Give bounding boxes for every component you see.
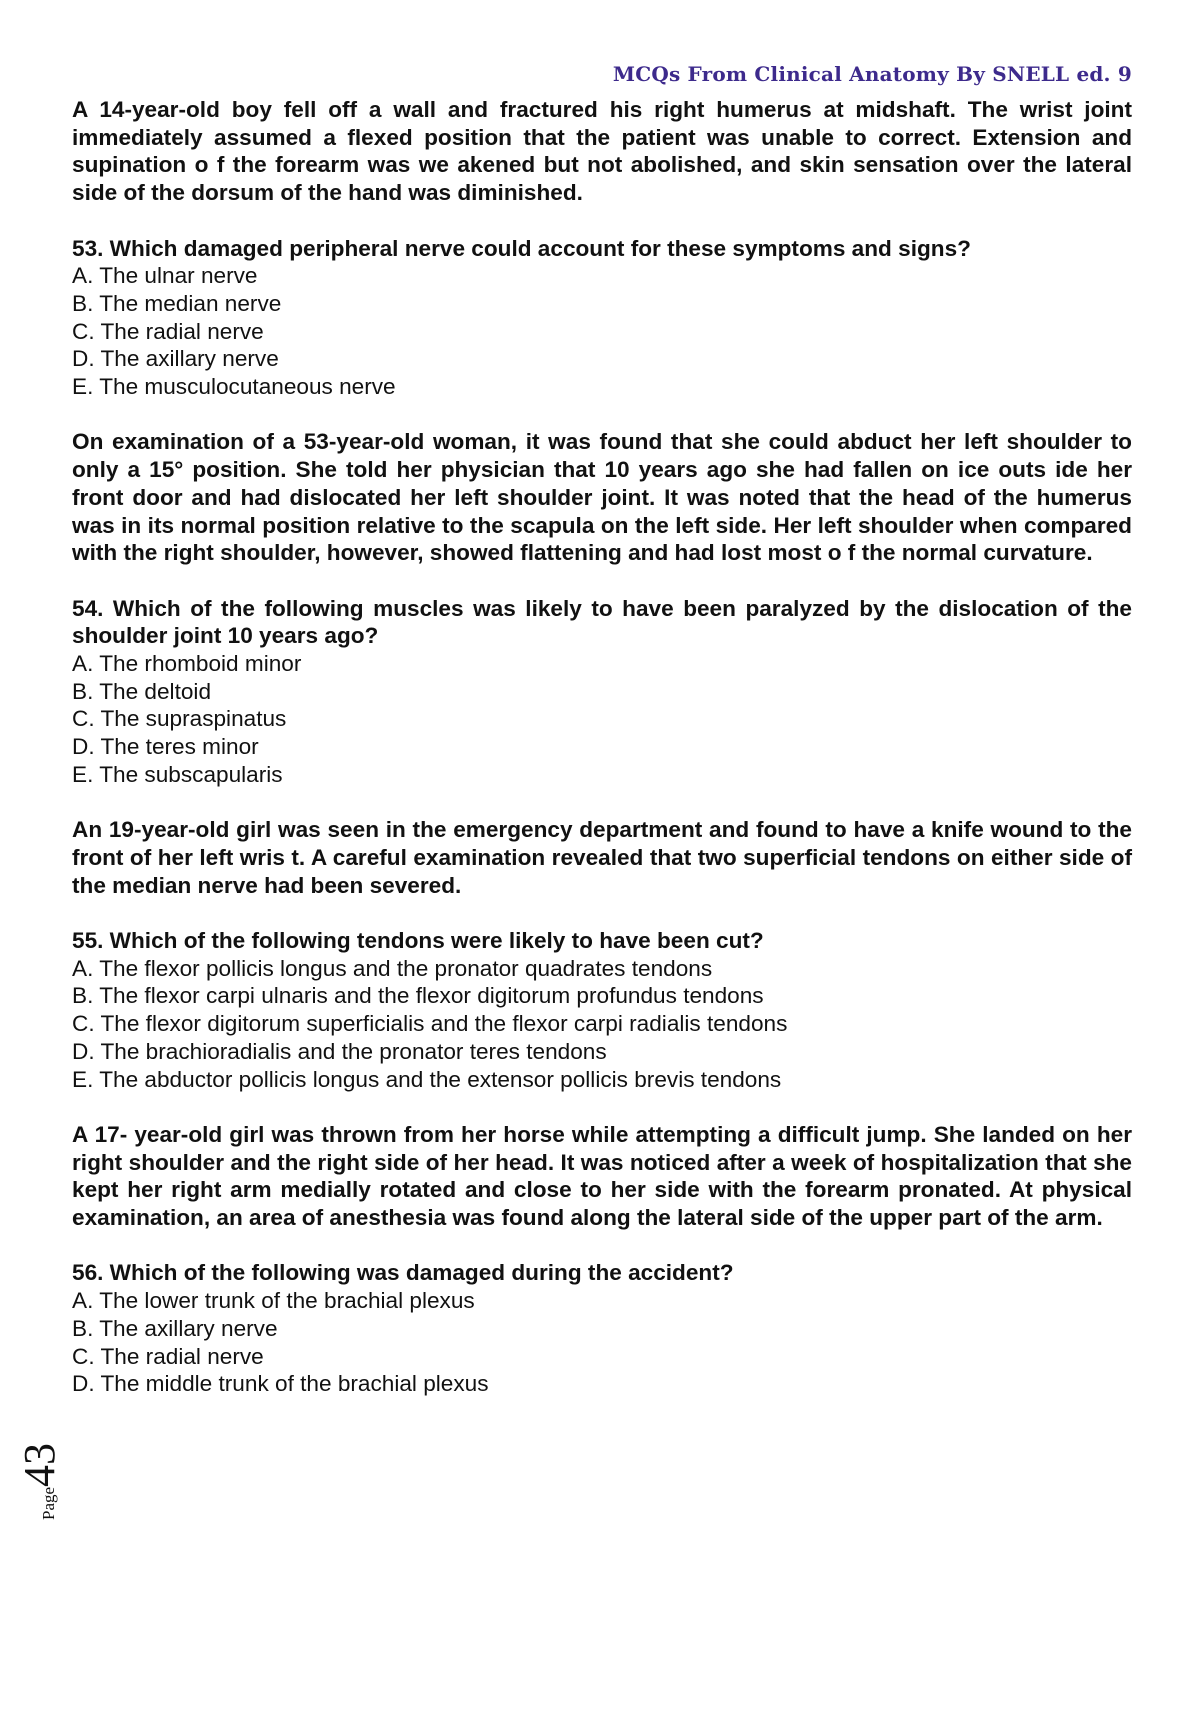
answer-option: E. The subscapularis xyxy=(72,761,283,787)
question xyxy=(72,927,1132,1093)
answer-option: C. The radial nerve xyxy=(72,318,264,344)
answer-option: A. The ulnar nerve xyxy=(72,263,258,289)
page-content xyxy=(72,96,1132,1426)
question-block xyxy=(72,1121,1132,1398)
clinical-scenario: A 14-year-old boy fell off a wall and fractured his right humerus at midshaft. The wrist joint immediately assumed a flexed position that the patient was unable to correct. Extension and supination o f the forearm was we akened but not abolished, and skin sensation over the lateral side of the dorsum of the hand was diminished. xyxy=(72,97,1132,206)
answer-option: B. The median nerve xyxy=(72,290,282,316)
answer-option: B. The axillary nerve xyxy=(72,1315,278,1341)
answer-option: B. The deltoid xyxy=(72,678,212,704)
question xyxy=(72,235,1132,401)
page-number-label xyxy=(14,1442,84,1520)
answer-option: E. The abductor pollicis longus and the extensor pollicis brevis tendons xyxy=(72,1066,782,1092)
answer-option: E. The musculocutaneous nerve xyxy=(72,374,396,400)
answer-option: D. The brachioradialis and the pronator teres tendons xyxy=(72,1038,607,1064)
question xyxy=(72,1259,1132,1398)
answer-option: A. The lower trunk of the brachial plexus xyxy=(72,1288,475,1314)
answer-option: C. The supraspinatus xyxy=(72,706,287,732)
clinical-scenario: A 17- year-old girl was thrown from her horse while attempting a difficult jump. She landed on her right shoulder and the right side of her head. It was noticed after a week of hospitalization that she kept her right arm medially rotated and close to her side with the forearm pronated. At physical examination, an area of anesthesia was found along the lateral side of the upper part of the arm. xyxy=(72,1121,1132,1231)
answer-option: D. The axillary nerve xyxy=(72,346,279,372)
answer-option: D. The middle trunk of the brachial plexus xyxy=(72,1371,489,1397)
answer-option: A. The rhomboid minor xyxy=(72,651,302,677)
answer-option: C. The radial nerve xyxy=(72,1343,264,1369)
answer-option: D. The teres minor xyxy=(72,734,259,760)
question-stem: 53. Which damaged peripheral nerve could account for these symptoms and signs? xyxy=(72,235,971,261)
question-block xyxy=(72,428,1132,788)
question-stem: 55. Which of the following tendons were likely to have been cut? xyxy=(72,928,764,954)
answer-option: B. The flexor carpi ulnaris and the flexor digitorum profundus tendons xyxy=(72,983,764,1009)
clinical-scenario: On examination of a 53-year-old woman, it was found that she could abduct her left shoulder to only a 15° position. She told her physician that 10 years ago she had fallen on ice outs ide her front door and had dislocated her left shoulder joint. It was noted that the head of the humerus was in its normal position relative to the scapula on the left side. Her left shoulder when compared with the right shoulder, however, showed flattening and had lost most o f the normal curvature. xyxy=(72,429,1132,566)
question xyxy=(72,595,1132,789)
question-block xyxy=(72,96,1132,401)
running-header-title: MCQs From Clinical Anatomy By SNELL ed. 9 xyxy=(612,62,1132,86)
question-block xyxy=(72,816,1132,1093)
page-number: 43 xyxy=(15,1442,64,1487)
question-stem: 56. Which of the following was damaged during the accident? xyxy=(72,1260,734,1286)
answer-option: A. The flexor pollicis longus and the pronator quadrates tendons xyxy=(72,955,713,981)
page-word: Page xyxy=(39,1486,58,1520)
question-stem: 54. Which of the following muscles was likely to have been paralyzed by the dislocation of the shoulder joint 10 years ago? xyxy=(72,595,1132,649)
clinical-scenario: An 19-year-old girl was seen in the emergency department and found to have a knife wound to the front of her left wris t. A careful examination revealed that two superficial tendons on either side of the median nerve had been severed. xyxy=(72,817,1132,898)
answer-option: C. The flexor digitorum superficialis and the flexor carpi radialis tendons xyxy=(72,1011,788,1037)
